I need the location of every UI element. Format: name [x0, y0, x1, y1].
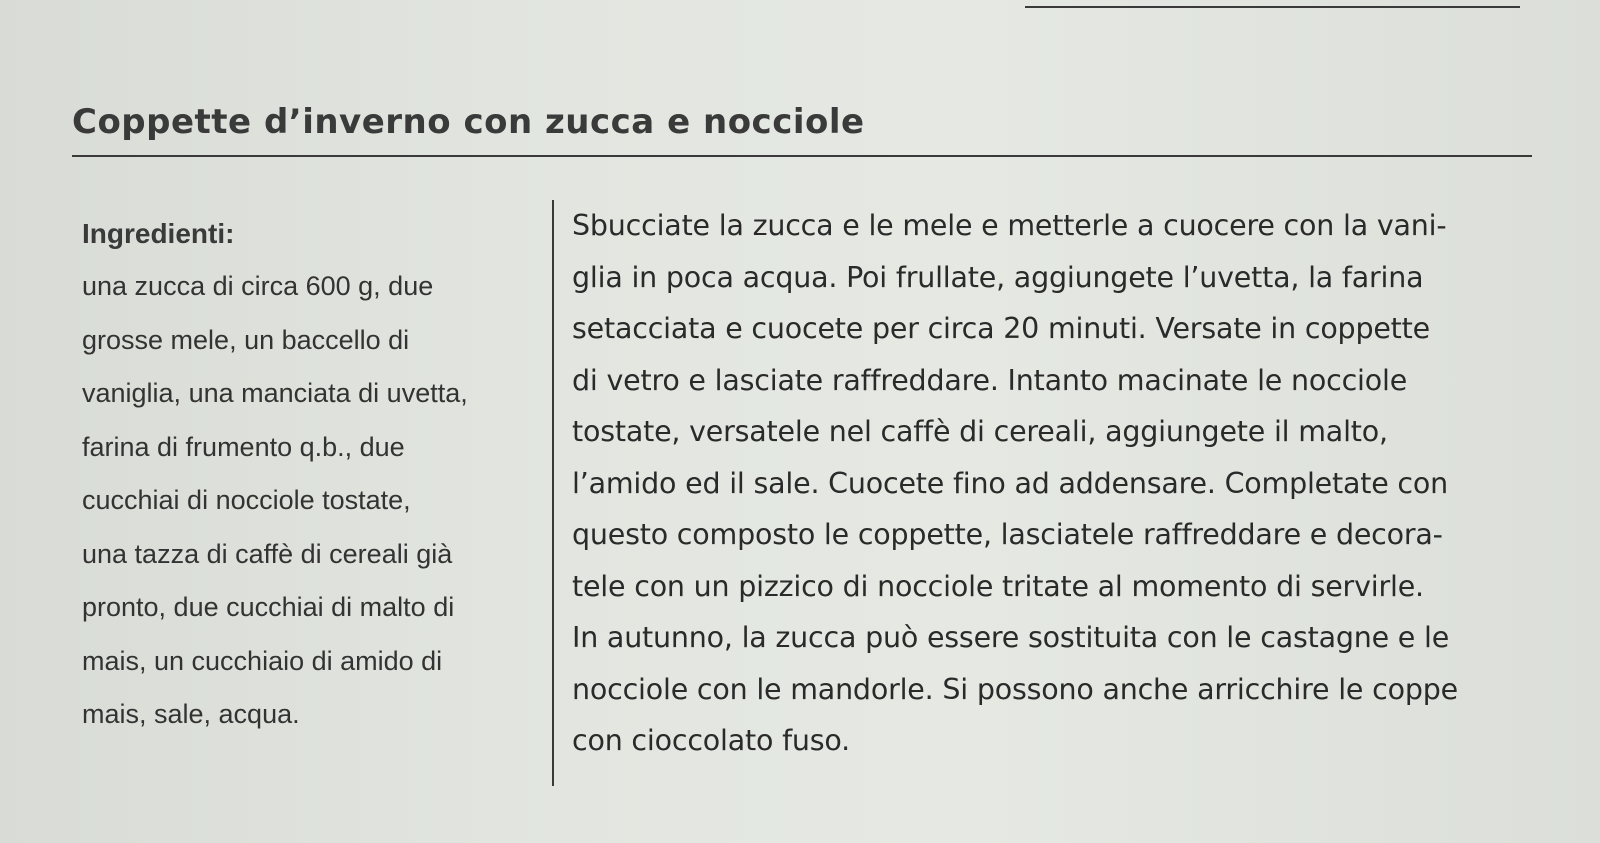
ingredients-heading: Ingredienti: [82, 218, 235, 249]
method-line: questo composto le coppette, lasciatele raffreddare e decora- [572, 518, 1443, 551]
ingredients-line: mais, un cucchiaio di amido di [82, 645, 443, 676]
method-line: di vetro e lasciate raffreddare. Intanto macinate le nocciole [572, 363, 1408, 397]
top-rule [1025, 6, 1520, 8]
method-line: setacciata e cuocete per circa 20 minuti. Versate in coppette [572, 312, 1430, 345]
method-line: In autunno, la zucca può essere sostituita con le castagne e le [572, 621, 1450, 654]
ingredients-line: farina di frumento q.b., due [82, 431, 405, 462]
column-divider [552, 200, 554, 786]
method-line: tele con un pizzico di nocciole tritate al momento di servirle. [572, 569, 1424, 603]
ingredients-line: una tazza di caffè di cereali già [82, 538, 453, 569]
method-line: l’amido ed il sale. Cuocete fino ad addensare. Completate con [572, 466, 1448, 500]
method-line: con cioccolato fuso. [572, 724, 851, 757]
ingredients-line: mais, sale, acqua. [82, 699, 300, 729]
ingredients-line: pronto, due cucchiai di malto di [82, 592, 455, 622]
ingredients-line: grosse mele, un baccello di [82, 324, 410, 355]
ingredients-line: cucchiai di nocciole tostate, [82, 485, 411, 515]
method-column [572, 200, 1572, 767]
ingredients-column [82, 208, 552, 742]
method-line: tostate, versatele nel caffè di cereali, aggiungete il malto, [572, 415, 1388, 448]
ingredients-line: vaniglia, una manciata di uvetta, [82, 378, 468, 408]
method-line: nocciole con le mandorle. Si possono anche arricchire le coppe [572, 672, 1458, 706]
method-line: glia in poca acqua. Poi frullate, aggiungete l’uvetta, la farina [572, 260, 1424, 294]
ingredients-line: una zucca di circa 600 g, due [82, 271, 434, 301]
method-line: Sbucciate la zucca e le mele e metterle a cuocere con la vani- [572, 209, 1447, 242]
title-rule [72, 155, 1532, 157]
recipe-title: Coppette d’inverno con zucca e nocciole [72, 102, 865, 142]
